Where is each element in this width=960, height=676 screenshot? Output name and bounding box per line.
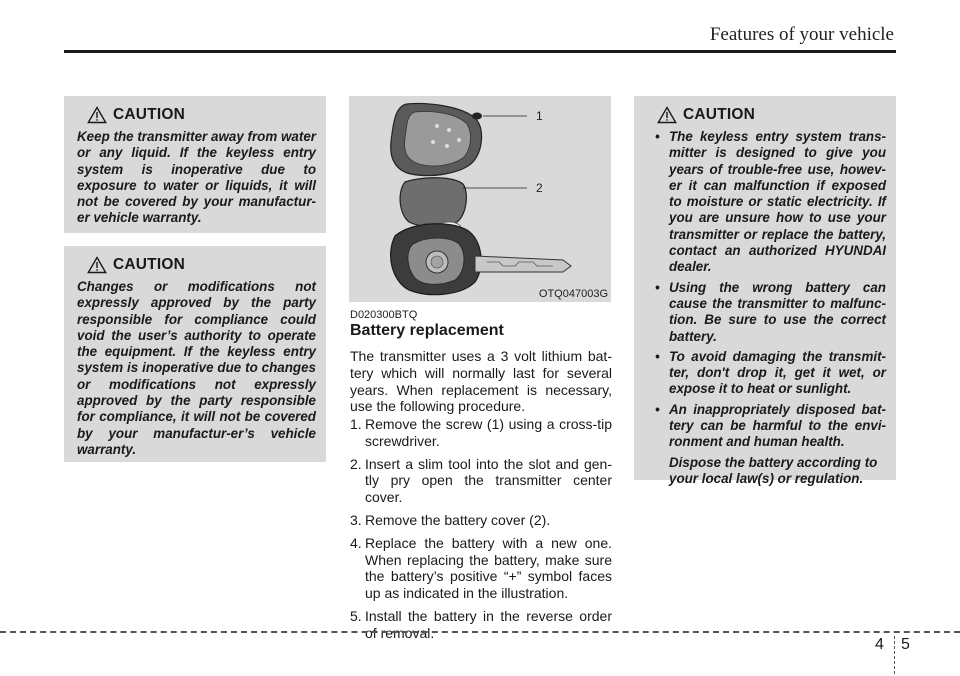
caution-bullet-list xyxy=(647,129,886,451)
caution-text: Keep the transmitter away from water or any liquid. If the keyless entry system is inoperative due to exposure to water or liquids, it will not be covered by your manufactur-er vehicle warranty. xyxy=(77,129,316,226)
caution-bullet xyxy=(647,280,886,345)
battery-replacement-figure xyxy=(349,96,611,302)
bullet-text: To avoid damaging the transmit-ter, don't drop it, get it wet, or expose it to heat or sunlight. xyxy=(669,348,886,397)
procedure-steps xyxy=(350,416,612,648)
procedure-step xyxy=(350,512,612,529)
caution-title: CAUTION xyxy=(113,256,186,273)
bullet-marker: • xyxy=(655,129,660,144)
warning-triangle-icon xyxy=(87,256,107,274)
step-text: Remove the battery cover (2). xyxy=(365,511,551,528)
caution-title: CAUTION xyxy=(113,106,186,123)
caution-box-keyless-entry xyxy=(634,96,896,486)
figure-callout-1: 1 xyxy=(536,109,543,123)
caution-title: CAUTION xyxy=(683,106,756,123)
caution-header xyxy=(647,104,886,126)
caution-bullet xyxy=(647,129,886,276)
warning-triangle-icon xyxy=(87,106,107,124)
caution-box-modifications xyxy=(64,246,326,462)
footer-rule xyxy=(0,631,960,633)
bullet-marker: • xyxy=(655,279,660,295)
step-number: 1. xyxy=(350,416,362,432)
step-text: Insert a slim tool into the slot and gen-tly pry open the transmitter center cover. xyxy=(365,455,612,506)
bullet-text: The keyless entry system trans-mitter is designed to give you years of trouble-free use, howev-er it can malfunction if exposed to moisture or static electricity. If you are unsure how to use your transmitter or replace the battery, contact an authorized HYUNDAI dealer. xyxy=(669,129,886,275)
procedure-step xyxy=(350,416,612,450)
caution-extra-text: Dispose the battery according to your local law(s) or regulation. xyxy=(669,454,878,486)
bullet-marker: • xyxy=(655,348,660,364)
bullet-text: An inappropriately disposed bat-tery can be harmful to the envi-ronment and human health. xyxy=(669,401,886,450)
caution-bullet xyxy=(647,402,886,451)
page-number-divider xyxy=(894,636,895,674)
figure-code: OTQ047003G xyxy=(538,288,608,300)
caution-text: Changes or modifications not expressly approved by the party responsible for compliance could void the user’s authority to operate the equipment. If the keyless entry system is inoperative due to changes or modifications not expressly approved by the party responsible for compliance, it will not be covered by your manufactur-er’s vehicle warranty. xyxy=(77,279,316,457)
procedure-step xyxy=(350,608,612,642)
step-text: Install the battery in the reverse order of removal. xyxy=(365,607,612,641)
step-text: Remove the screw (1) using a cross-tip screwdriver. xyxy=(365,416,612,449)
caution-header xyxy=(77,254,316,276)
step-text: Replace the battery with a new one. When replacing the battery, make sure the battery’s positive “+” symbol faces up as indicated in the illustration. xyxy=(365,534,612,602)
open-transmitter-drawing xyxy=(391,224,571,295)
step-number: 3. xyxy=(350,511,362,528)
page-number: 5 xyxy=(901,636,910,653)
caution-header xyxy=(77,104,316,126)
step-number: 5. xyxy=(350,607,362,624)
caution-bullet xyxy=(647,349,886,398)
bullet-marker: • xyxy=(655,401,660,417)
figure-callout-2: 2 xyxy=(536,181,543,195)
document-code: D020300BTQ xyxy=(350,309,418,321)
warning-triangle-icon xyxy=(657,106,677,124)
transmitter-cover-drawing xyxy=(391,104,482,176)
chapter-number: 4 xyxy=(875,636,884,653)
section-heading: Battery replacement xyxy=(350,322,504,339)
step-number: 2. xyxy=(350,455,362,472)
key-transmitter-illustration xyxy=(349,96,611,302)
section-intro: The transmitter uses a 3 volt lithium bat-tery which will normally last for several years. When replacement is necessary, use the following procedure. xyxy=(350,348,612,415)
procedure-step xyxy=(350,456,612,506)
page-section-title: Features of your vehicle xyxy=(709,24,894,45)
bullet-text: Using the wrong battery can cause the transmitter to malfunc-tion. Be sure to use the correct battery. xyxy=(669,279,886,344)
procedure-step xyxy=(350,535,612,602)
caution-box-water xyxy=(64,96,326,233)
header-rule xyxy=(64,50,896,53)
step-number: 4. xyxy=(350,534,362,551)
